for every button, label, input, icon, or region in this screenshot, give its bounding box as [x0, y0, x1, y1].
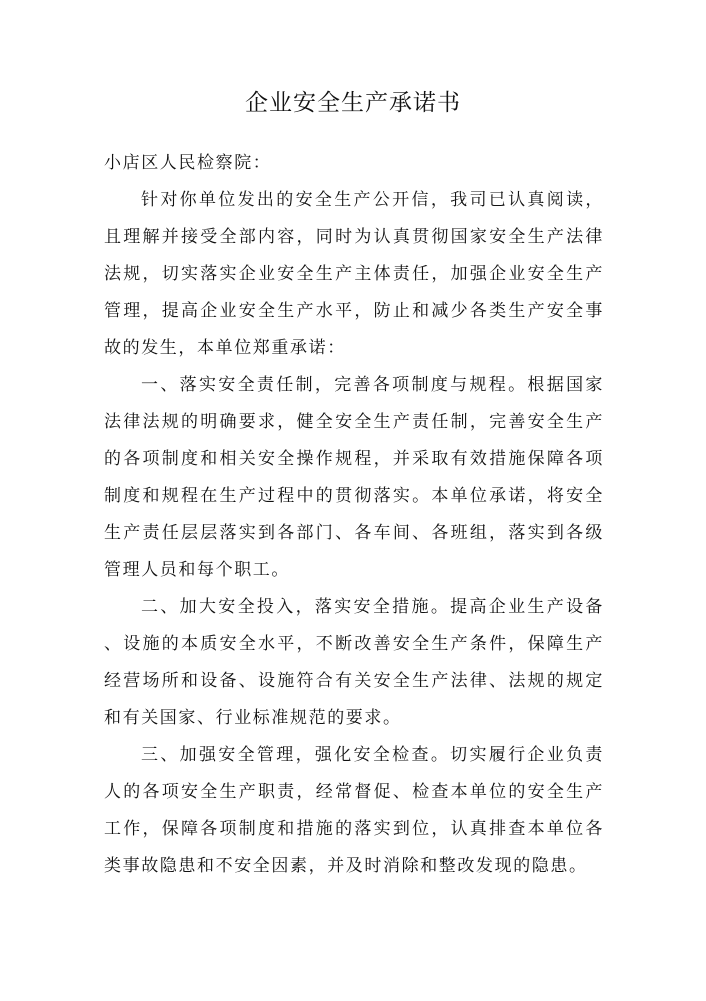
paragraph-responsibility: 一、落实安全责任制，完善各项制度与规程。根据国家法律法规的明确要求，健全安全生产责任制，完善安全生产的各项制度和相关安全操作规程，并采取有效措施保障各项制度和规程在生产过程中的贯彻落实。本单位承诺，将安全生产责任层层落实到各部门、各车间、各班组，落实到各级管理人员和每个职工。	[104, 375, 604, 580]
paragraph-investment: 二、加大安全投入，落实安全措施。提高企业生产设备、设施的本质安全水平，不断改善安全生产条件，保障生产经营场所和设备、设施符合有关安全生产法律、法规的规定和有关国家、行业标准规范的要求。	[104, 597, 604, 728]
salutation: 小店区人民检察院：	[104, 153, 272, 173]
document-title: 企业安全生产承诺书	[245, 90, 461, 116]
paragraph-management: 三、加强安全管理，强化安全检查。切实履行企业负责人的各项安全生产职责，经常督促、检查本单位的安全生产工作，保障各项制度和措施的落实到位，认真排查本单位各类事故隐患和不安全因素，并及时消除和整改发现的隐患。	[104, 745, 604, 876]
document-body	[104, 145, 604, 885]
paragraph-intro: 针对你单位发出的安全生产公开信，我司已认真阅读，且理解并接受全部内容，同时为认真贯彻国家安全生产法律法规，切实落实企业安全生产主体责任，加强企业安全生产管理，提高企业安全生产水平，防止和减少各类生产安全事故的发生，本单位郑重承诺：	[104, 190, 604, 358]
